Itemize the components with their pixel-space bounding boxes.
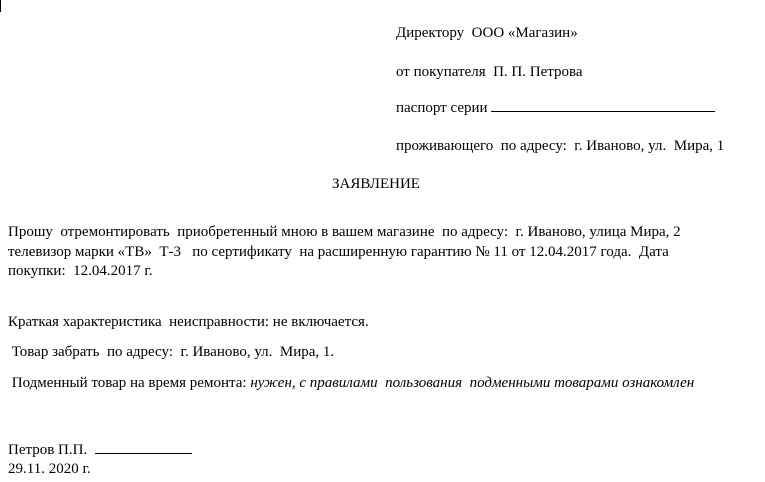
document-title: ЗАЯВЛЕНИЕ xyxy=(332,176,420,192)
header-passport xyxy=(396,98,715,118)
passport-blank xyxy=(491,98,715,112)
request-line-1: Прошу отремонтировать приобретенный мною в вашем магазине по адресу: г. Иваново, улица Мира, 2 xyxy=(8,224,681,240)
request-line-3: покупки: 12.04.2017 г. xyxy=(8,263,153,279)
header-from-buyer: от покупателя П. П. Петрова xyxy=(396,64,583,80)
header-address: проживающего по адресу: г. Иваново, ул. Мира, 1 xyxy=(396,138,725,154)
replacement-label: Подменный товар на время ремонта: xyxy=(8,375,251,391)
signature-blank xyxy=(95,440,192,454)
request-line-2: телевизор марки «ТВ» Т-3 по сертификату на расширенную гарантию № 11 от 12.04.2017 года. Дата xyxy=(8,244,669,260)
signature-name: Петров П.П. xyxy=(8,442,95,458)
replacement-value: нужен, с правилами пользования подменными товарами ознакомлен xyxy=(250,375,695,391)
signature-date: 29.11. 2020 г. xyxy=(8,461,91,477)
signature-line xyxy=(8,440,192,460)
passport-label: паспорт серии xyxy=(396,100,492,116)
page-edge-mark xyxy=(0,0,1,12)
defect-description: Краткая характеристика неисправности: не включается. xyxy=(8,314,369,330)
replacement-goods xyxy=(8,373,694,393)
header-to-director: Директору ООО «Магазин» xyxy=(396,25,578,41)
pickup-address: Товар забрать по адресу: г. Иваново, ул. Мира, 1. xyxy=(8,344,335,360)
